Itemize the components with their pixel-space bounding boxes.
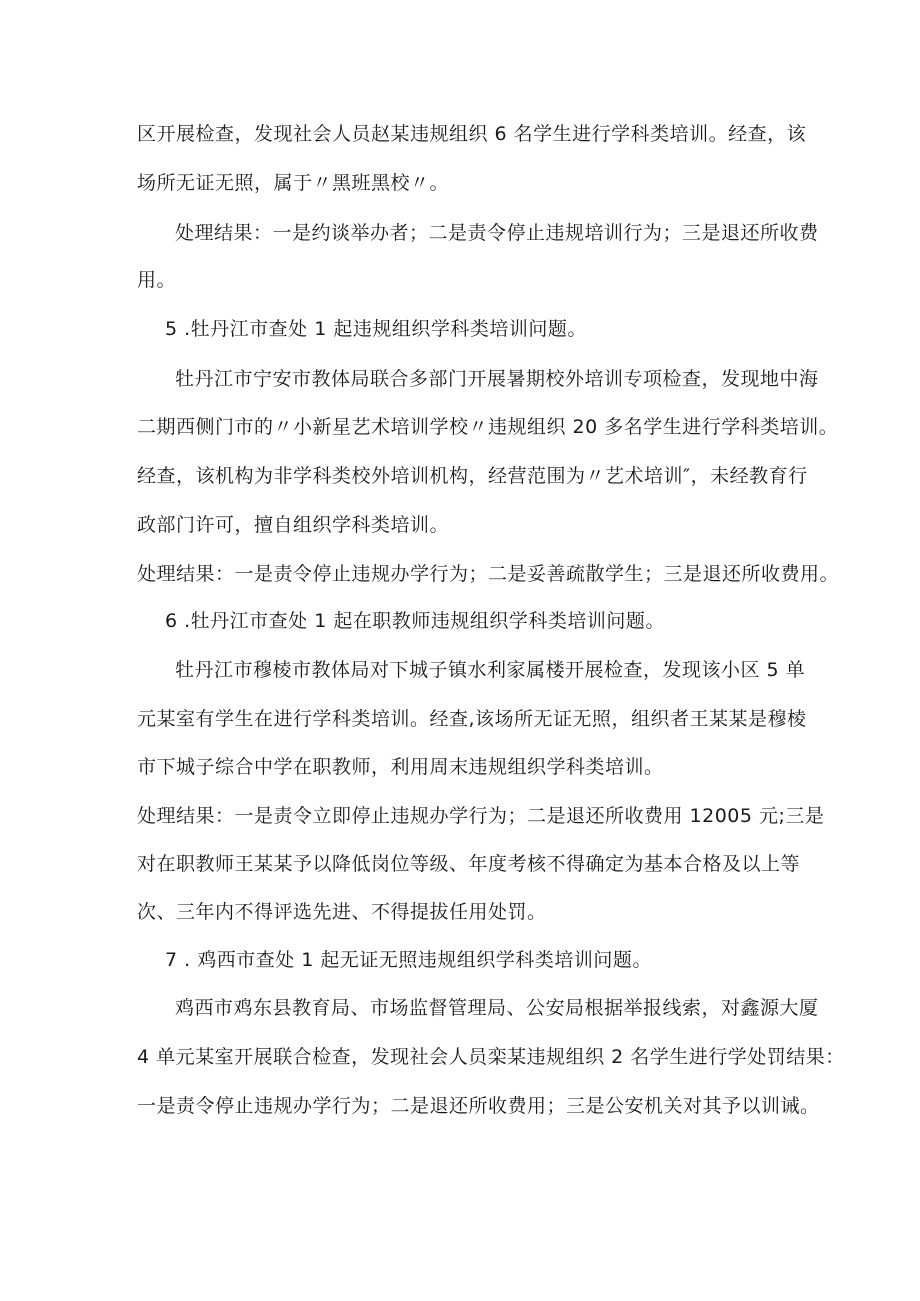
paragraph-line: 处理结果：一是责令立即停止违规办学行为；二是退还所收费用 12005 元;三是 — [137, 805, 825, 827]
paragraph-line: 场所无证无照，属于〃黑班黑校〃。 — [137, 172, 450, 194]
paragraph-line: 次、三年内不得评选先进、不得提拔任用处罚。 — [137, 901, 547, 923]
section-heading: 7 . 鸡西市查处 1 起无证无照违规组织学科类培训问题。 — [165, 949, 652, 971]
paragraph-line: 一是责令停止违规办学行为；二是退还所收费用；三是公安机关对其予以训诫。 — [137, 1095, 820, 1117]
paragraph-line: 牡丹江市穆棱市教体局对下城子镇水利家属楼开展检查，发现该小区 5 单 — [175, 659, 806, 681]
paragraph-line: 牡丹江市宁安市教体局联合多部门开展暑期校外培训专项检查，发现地中海 — [175, 368, 819, 390]
paragraph-line: 市下城子综合中学在职教师，利用周末违规组织学科类培训。 — [137, 756, 664, 778]
paragraph-line: 经查，该机构为非学科类校外培训机构，经营范围为〃艺术培训″，未经教育行 — [137, 465, 808, 487]
paragraph-line: 4 单元某室开展联合检查，发现社会人员栾某违规组织 2 名学生进行学处罚结果： — [137, 1046, 845, 1068]
paragraph-line: 用。 — [137, 269, 177, 291]
section-heading: 6 .牡丹江市查处 1 起在职教师违规组织学科类培训问题。 — [165, 610, 665, 632]
paragraph-line: 政部门许可，擅自组织学科类培训。 — [137, 514, 450, 536]
paragraph-line: 二期西侧门市的〃小新星艺术培训学校〃违规组织 20 多名学生进行学科类培训。 — [137, 416, 839, 438]
paragraph-line: 处理结果：一是约谈举办者；二是责令停止违规培训行为；三是退还所收费 — [175, 222, 819, 244]
paragraph-line: 区开展检查，发现社会人员赵某违规组织 6 名学生进行学科类培训。经查，该 — [137, 123, 807, 145]
paragraph-line: 处理结果：一是责令停止违规办学行为；二是妥善疏散学生；三是退还所收费用。 — [137, 563, 840, 585]
paragraph-line: 对在职教师王某某予以降低岗位等级、年度考核不得确定为基本合格及以上等 — [137, 853, 801, 875]
section-heading: 5 .牡丹江市查处 1 起违规组织学科类培训问题。 — [165, 318, 587, 340]
paragraph-line: 元某室有学生在进行学科类培训。经查,该场所无证无照，组织者王某某是穆棱 — [137, 708, 807, 730]
paragraph-line: 鸡西市鸡东县教育局、市场监督管理局、公安局根据举报线索，对鑫源大厦 — [175, 997, 819, 1019]
